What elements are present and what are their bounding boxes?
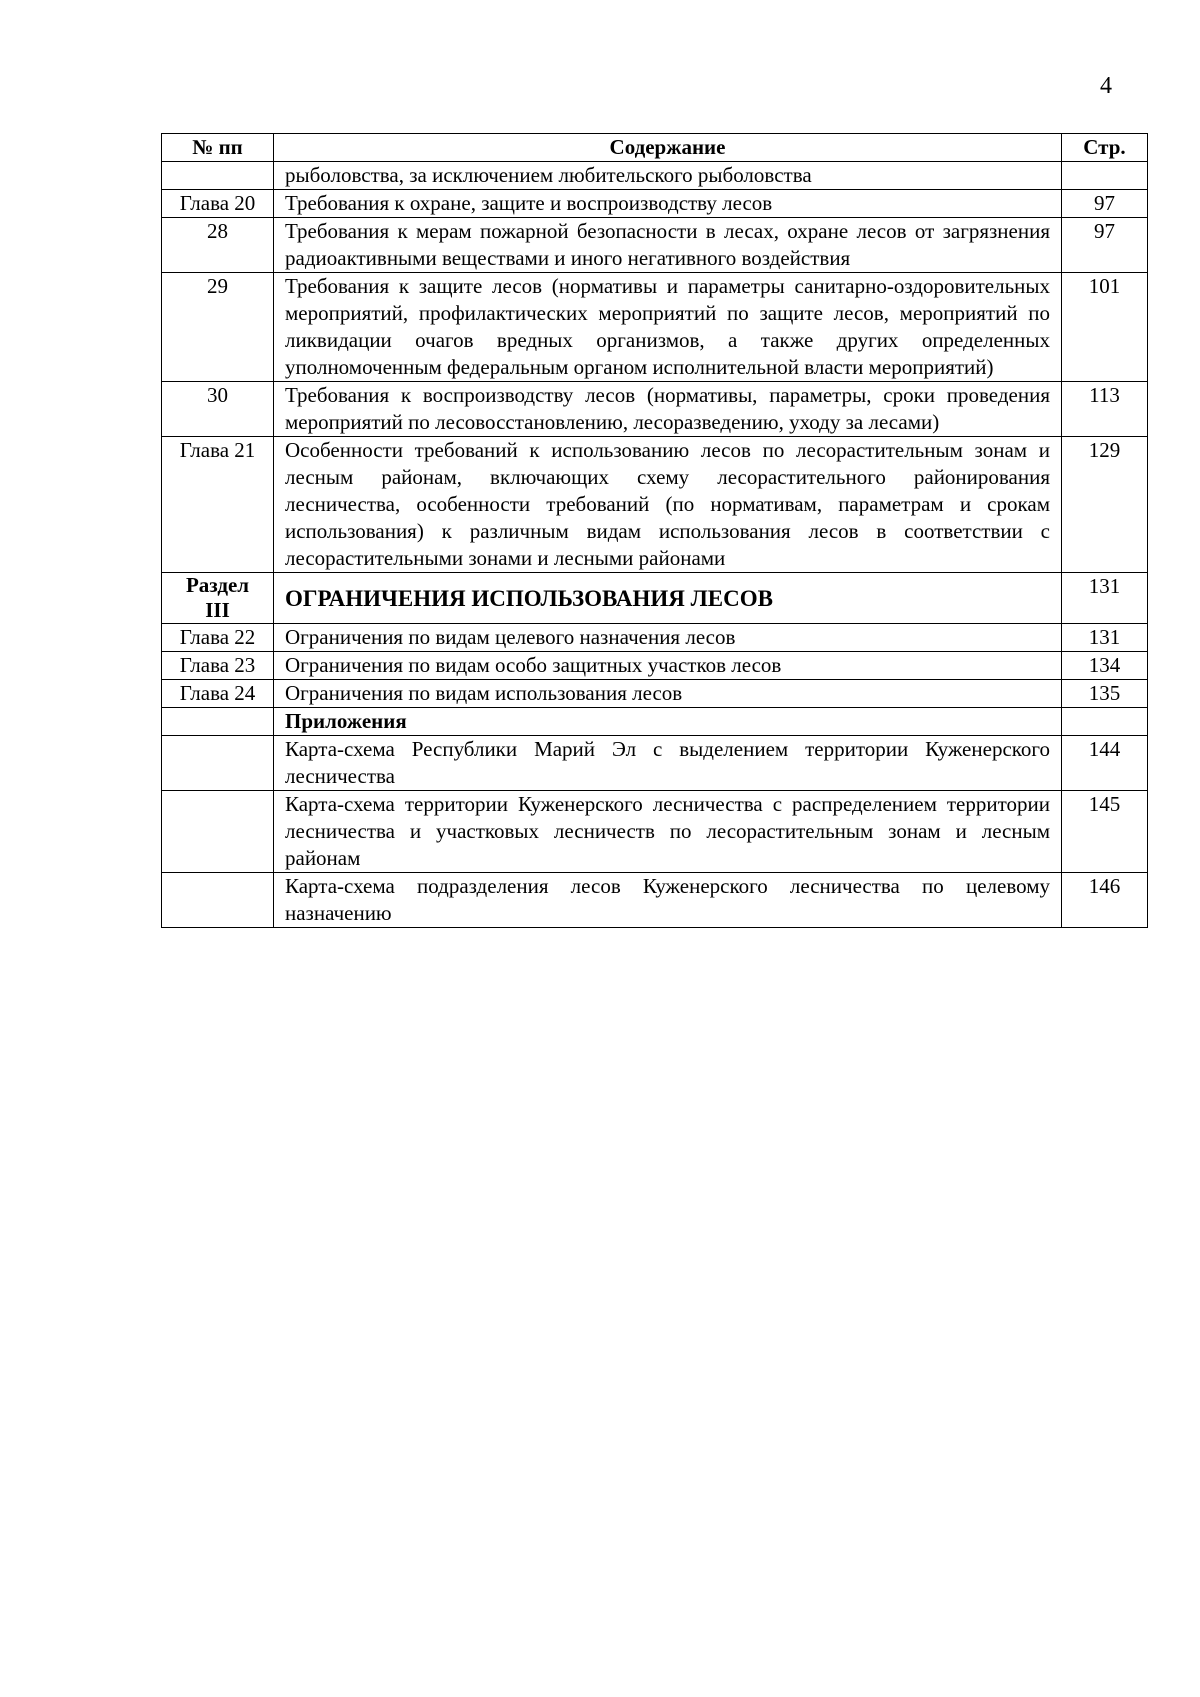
- row-num: [162, 162, 274, 190]
- row-text: рыболовства, за исключением любительского рыболовства: [274, 162, 1062, 190]
- row-page: 129: [1062, 437, 1148, 573]
- row-num: Глава 23: [162, 652, 274, 680]
- header-num: № пп: [162, 134, 274, 162]
- row-num: [162, 708, 274, 736]
- row-num: Глава 24: [162, 680, 274, 708]
- table-row: [162, 791, 1148, 873]
- table-row: [162, 652, 1148, 680]
- row-text: Ограничения по видам целевого назначения лесов: [274, 624, 1062, 652]
- row-num: 28: [162, 218, 274, 273]
- row-page: 131: [1062, 624, 1148, 652]
- table-row: [162, 190, 1148, 218]
- section-num: Раздел III: [162, 573, 274, 624]
- row-text: Требования к защите лесов (нормативы и параметры санитарно-оздоровительных мероприятий, профилактических мероприятий по защите лесов, мероприятий по ликвидации очагов вредных организмов, а также других определенных уполномоченным федеральным органом исполнительной власти мероприятий): [274, 273, 1062, 382]
- row-text: Требования к воспроизводству лесов (нормативы, параметры, сроки проведения мероприятий по лесовосстановлению, лесоразведению, уходу за лесами): [274, 382, 1062, 437]
- row-page: 134: [1062, 652, 1148, 680]
- table-row: [162, 382, 1148, 437]
- table-row: [162, 624, 1148, 652]
- appendix-header-row: [162, 708, 1148, 736]
- row-page: 97: [1062, 218, 1148, 273]
- row-page: 131: [1062, 573, 1148, 624]
- row-page: 113: [1062, 382, 1148, 437]
- section-row: [162, 573, 1148, 624]
- table-row: [162, 437, 1148, 573]
- row-page: 146: [1062, 873, 1148, 928]
- row-page: [1062, 162, 1148, 190]
- table-of-contents: [161, 133, 1148, 928]
- row-text: Требования к мерам пожарной безопасности в лесах, охране лесов от загрязнения радиоактивными веществами и иного негативного воздействия: [274, 218, 1062, 273]
- page-number: 4: [1100, 73, 1112, 99]
- appendix-title: Приложения: [274, 708, 1062, 736]
- row-num: 30: [162, 382, 274, 437]
- header-page: Стр.: [1062, 134, 1148, 162]
- row-page: 101: [1062, 273, 1148, 382]
- table-row: [162, 873, 1148, 928]
- row-text: Особенности требований к использованию лесов по лесорастительным зонам и лесным районам, включающих схему лесорастительного районирования лесничества, особенности требований (по нормативам, параметрам и срокам использования) к различным видам использования лесов в соответствии с лесорастительными зонами и лесными районами: [274, 437, 1062, 573]
- table-row: [162, 680, 1148, 708]
- row-page: 135: [1062, 680, 1148, 708]
- row-num: [162, 736, 274, 791]
- row-num: 29: [162, 273, 274, 382]
- row-num: [162, 873, 274, 928]
- table-row: [162, 273, 1148, 382]
- row-num: Глава 22: [162, 624, 274, 652]
- row-page: 97: [1062, 190, 1148, 218]
- row-num: Глава 21: [162, 437, 274, 573]
- table-header-row: [162, 134, 1148, 162]
- section-title: ОГРАНИЧЕНИЯ ИСПОЛЬЗОВАНИЯ ЛЕСОВ: [274, 573, 1062, 624]
- row-text: Ограничения по видам особо защитных участков лесов: [274, 652, 1062, 680]
- row-text: Требования к охране, защите и воспроизводству лесов: [274, 190, 1062, 218]
- table-row: [162, 162, 1148, 190]
- row-page: 145: [1062, 791, 1148, 873]
- header-content: Содержание: [274, 134, 1062, 162]
- row-text: Карта-схема Республики Марий Эл с выделением территории Куженерского лесничества: [274, 736, 1062, 791]
- table-row: [162, 218, 1148, 273]
- row-num: Глава 20: [162, 190, 274, 218]
- row-text: Карта-схема подразделения лесов Куженерского лесничества по целевому назначению: [274, 873, 1062, 928]
- row-text: Ограничения по видам использования лесов: [274, 680, 1062, 708]
- table-row: [162, 736, 1148, 791]
- row-page: 144: [1062, 736, 1148, 791]
- row-text: Карта-схема территории Куженерского лесничества с распределением территории лесничества и участковых лесничеств по лесорастительным зонам и лесным районам: [274, 791, 1062, 873]
- row-page: [1062, 708, 1148, 736]
- row-num: [162, 791, 274, 873]
